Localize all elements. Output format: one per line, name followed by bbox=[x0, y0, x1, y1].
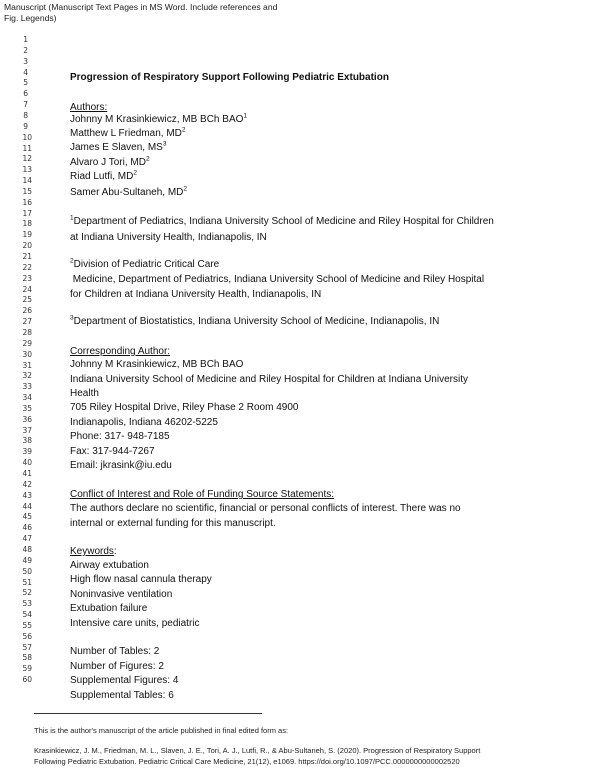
corresponding-address-2: Indianapolis, Indiana 46202-5225 bbox=[70, 417, 218, 428]
line-number: 40 bbox=[22, 458, 32, 468]
line-number: 42 bbox=[22, 479, 32, 489]
affiliation-2-line-3: for Children at Indiana University Health, Indianapolis, IN bbox=[70, 289, 322, 300]
line-number: 31 bbox=[22, 360, 32, 370]
count-tables: Number of Tables: 2 bbox=[70, 646, 160, 657]
corresponding-heading: Corresponding Author: bbox=[70, 346, 171, 357]
line-number: 24 bbox=[22, 284, 32, 294]
line-number: 10 bbox=[22, 132, 32, 142]
line-number: 7 bbox=[23, 100, 28, 110]
author-5: Riad Lutfi, $MD^2$ bbox=[70, 169, 137, 182]
line-number: 53 bbox=[22, 599, 32, 609]
line-number: 20 bbox=[22, 241, 32, 251]
line-number: 13 bbox=[22, 165, 32, 175]
count-figures: Number of Figures: 2 bbox=[70, 661, 164, 672]
line-number: 19 bbox=[22, 230, 32, 240]
corresponding-email: Email: jkrasink@iu.edu bbox=[70, 460, 172, 471]
keyword-item: Noninvasive ventilation bbox=[70, 589, 173, 600]
manuscript-header-note: Manuscript (Manuscript Text Pages in MS Word. Include references and Fig. Legends) bbox=[4, 2, 278, 23]
line-number: 35 bbox=[22, 403, 32, 413]
line-number: 41 bbox=[22, 469, 32, 478]
line-number: 12 bbox=[22, 154, 32, 164]
conflict-line-2: internal or external funding for this manuscript. bbox=[70, 518, 276, 529]
footer-note: This is the author's manuscript of the article published in final edited form as: bbox=[34, 726, 289, 735]
corresponding-fax: Fax: 317-944-7267 bbox=[70, 446, 155, 457]
line-number: 56 bbox=[22, 631, 32, 641]
line-number: 58 bbox=[22, 653, 32, 663]
affiliation-2-line-1: $^2$Division of Pediatric Critical Care bbox=[70, 257, 220, 270]
line-number: 52 bbox=[22, 588, 32, 598]
conflict-heading: Conflict of Interest and Role of Funding Source Statements: bbox=[70, 489, 335, 500]
corresponding-org-line-1: Indiana University School of Medicine and Riley Hospital for Children at Indiana University bbox=[70, 374, 468, 385]
line-number: 21 bbox=[22, 252, 32, 261]
line-number: 49 bbox=[22, 555, 32, 565]
line-number: 2 bbox=[23, 45, 28, 55]
line-number: 51 bbox=[22, 577, 32, 587]
footer-citation-line-2: Following Pediatric Extubation. Pediatric Critical Care Medicine, 21(12), e1069. https://doi.org/10.1097/PCC.0000000000002520 bbox=[34, 757, 460, 766]
corresponding-name: Johnny M Krasinkiewicz, MB BCh BAO bbox=[70, 359, 244, 370]
line-number: 33 bbox=[22, 382, 32, 392]
line-number: 54 bbox=[22, 610, 32, 620]
line-number: 43 bbox=[22, 490, 32, 500]
line-number: 28 bbox=[22, 327, 32, 337]
keyword-item: Intensive care units, pediatric bbox=[70, 618, 200, 629]
line-number: 17 bbox=[22, 208, 32, 218]
affiliation-3-line-1: $^3$Department of Biostatistics, Indiana University School of Medicine, Indianapolis, IN bbox=[70, 314, 440, 327]
line-number: 25 bbox=[22, 295, 32, 305]
line-number: 57 bbox=[22, 642, 32, 652]
line-number: 15 bbox=[22, 186, 32, 196]
line-number: 48 bbox=[22, 544, 32, 554]
line-number: 29 bbox=[22, 338, 32, 348]
line-number: 16 bbox=[22, 197, 32, 207]
count-supplemental-tables: Supplemental Tables: 6 bbox=[70, 690, 174, 701]
corresponding-org-line-2: Health bbox=[70, 388, 99, 399]
line-number: 23 bbox=[22, 273, 32, 283]
line-number: 11 bbox=[22, 143, 32, 153]
conflict-line-1: The authors declare no scientific, financial or personal conflicts of interest. There was no bbox=[70, 503, 461, 514]
line-number: 38 bbox=[22, 436, 32, 446]
line-number: 47 bbox=[22, 534, 32, 544]
keyword-item: Extubation failure bbox=[70, 603, 148, 614]
footnote-divider bbox=[34, 713, 262, 714]
author-6: Samer Abu-Sultaneh, $MD^2$ bbox=[70, 185, 188, 198]
author-3: James E Slaven, $MS^3$ bbox=[70, 140, 167, 153]
line-number: 45 bbox=[22, 512, 32, 522]
line-number: 34 bbox=[22, 393, 32, 403]
count-supplemental-figures: Supplemental Figures: 4 bbox=[70, 675, 179, 686]
line-number: 3 bbox=[23, 56, 28, 66]
line-number: 1 bbox=[23, 35, 28, 44]
line-number: 26 bbox=[22, 306, 32, 316]
line-number: 27 bbox=[22, 317, 32, 327]
line-number: 32 bbox=[22, 371, 32, 381]
corresponding-address-1: 705 Riley Hospital Drive, Riley Phase 2 Room 4900 bbox=[70, 402, 299, 413]
author-2: Matthew L Friedman, $MD^2$ bbox=[70, 126, 186, 139]
keywords-heading: Keywords: bbox=[70, 546, 117, 557]
line-number: 30 bbox=[22, 349, 32, 359]
line-number: 59 bbox=[22, 664, 32, 674]
authors-heading: Authors: bbox=[70, 102, 108, 113]
line-number: 46 bbox=[22, 523, 32, 533]
line-number: 8 bbox=[23, 110, 28, 120]
keyword-item: High flow nasal cannula therapy bbox=[70, 574, 212, 585]
author-4: Alvaro J Tori, $MD^2$ bbox=[70, 155, 150, 168]
line-number: 5 bbox=[23, 78, 28, 88]
line-number: 18 bbox=[22, 219, 32, 229]
line-number: 44 bbox=[22, 501, 32, 511]
line-number: 4 bbox=[23, 67, 28, 77]
line-number: 37 bbox=[22, 425, 32, 435]
line-number: 50 bbox=[22, 566, 32, 576]
corresponding-phone: Phone: 317- 948-7185 bbox=[70, 431, 170, 442]
line-number: 39 bbox=[22, 447, 32, 457]
line-number: 55 bbox=[22, 620, 32, 630]
affiliation-1-line-1: $^1$Department of Pediatrics, Indiana University School of Medicine and Riley Hospital for Children bbox=[70, 214, 494, 227]
footer-citation-line-1: Krasinkiewicz, J. M., Friedman, M. L., Slaven, J. E., Tori, A. J., Lutfi, R., & Abu-Sultaneh, S. (2020). Progression of Respiratory Support bbox=[34, 746, 481, 755]
line-number: 22 bbox=[22, 262, 32, 272]
line-number: 6 bbox=[23, 89, 28, 99]
affiliation-2-line-2: Medicine, Department of Pediatrics, Indiana University School of Medicine and Riley Hospital bbox=[70, 274, 485, 285]
line-number: 36 bbox=[22, 414, 32, 424]
affiliation-1-line-2: at Indiana University Health, Indianapolis, IN bbox=[70, 232, 267, 243]
keyword-item: Airway extubation bbox=[70, 560, 149, 571]
article-title: Progression of Respiratory Support Following Pediatric Extubation bbox=[70, 72, 389, 83]
line-number: 14 bbox=[22, 176, 32, 186]
author-1: Johnny M Krasinkiewicz, MB BCh BAO$^1$ bbox=[70, 112, 248, 125]
line-number: 9 bbox=[23, 121, 28, 131]
line-number: 60 bbox=[22, 675, 32, 685]
